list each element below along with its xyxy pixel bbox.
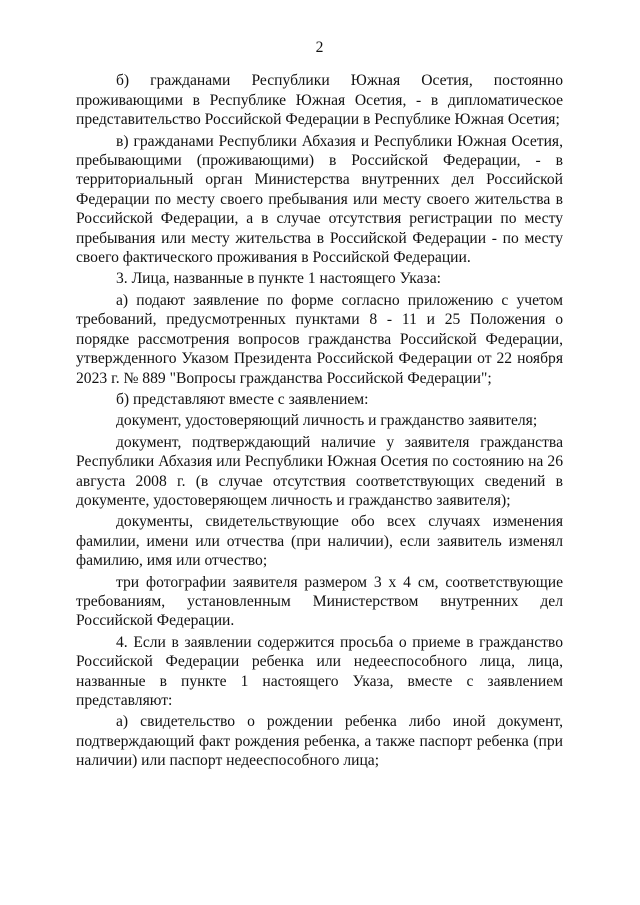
list-item-photographs: три фотографии заявителя размером 3 x 4 см, соответствующие требованиям, установленным Министерством внутренних дел Российской Федерации. bbox=[76, 573, 563, 630]
paragraph-3b-documents: б) представляют вместе с заявлением: bbox=[116, 390, 369, 408]
list-item-name-change-documents: документы, свидетельствующие обо всех случаях изменения фамилии, имени или отчества (при наличии), если заявитель изменял фамилию, имя или отчество; bbox=[76, 513, 563, 570]
paragraph-v-residents-russia: в) гражданами Республики Абхазия и Республики Южная Осетия, пребывающими (проживающими) в Российской Федерации, - в территориальный орган Министерства внутренних дел Российской Федерации по месту своего пребывания или месту своего жительства в Российской Федерации, а в случае отсутствия регистрации по месту пребывания или месту жительства в Российской Федерации - по месту своего фактического проживания в Российской Федерации. bbox=[76, 132, 563, 267]
paragraph-4-child-application: 4. Если в заявлении содержится просьба о приеме в гражданство Российской Федерации ребенка или недееспособного лица, лица, названные в пункте 1 настоящего Указа, вместе с заявлением представляют: bbox=[76, 633, 563, 709]
list-item-citizenship-proof: документ, подтверждающий наличие у заявителя гражданства Республики Абхазия или Республики Южная Осетия по состоянию на 26 августа 2008 г. (в случае отсутствия соответствующих сведений в документе, удостоверяющем личность и гражданство заявителя); bbox=[76, 433, 563, 509]
page-number: 2 bbox=[315, 39, 324, 56]
paragraph-b-south-ossetia: б) гражданами Республики Южная Осетия, постоянно проживающими в Республике Южная Осетия, - в дипломатическое представительство Российской Федерации в Республике Южная Осетия; bbox=[76, 72, 563, 129]
paragraph-4a-birth-certificate: а) свидетельство о рождении ребенка либо иной документ, подтверждающий факт рождения ребенка, а также паспорт ребенка (при наличии) или паспорт недееспособного лица; bbox=[76, 713, 563, 770]
paragraph-3-heading: 3. Лица, названные в пункте 1 настоящего Указа: bbox=[116, 270, 441, 288]
document-page bbox=[76, 38, 563, 773]
list-item-identity-document: документ, удостоверяющий личность и гражданство заявителя; bbox=[116, 412, 538, 430]
paragraph-3a-application: а) подают заявление по форме согласно приложению с учетом требований, предусмотренных пунктами 8 - 11 и 25 Положения о порядке рассмотрения вопросов гражданства Российской Федерации, утвержденного Указом Президента Российской Федерации от 22 ноября 2023 г. № 889 "Вопросы гражданства Российской Федерации"; bbox=[76, 291, 563, 387]
